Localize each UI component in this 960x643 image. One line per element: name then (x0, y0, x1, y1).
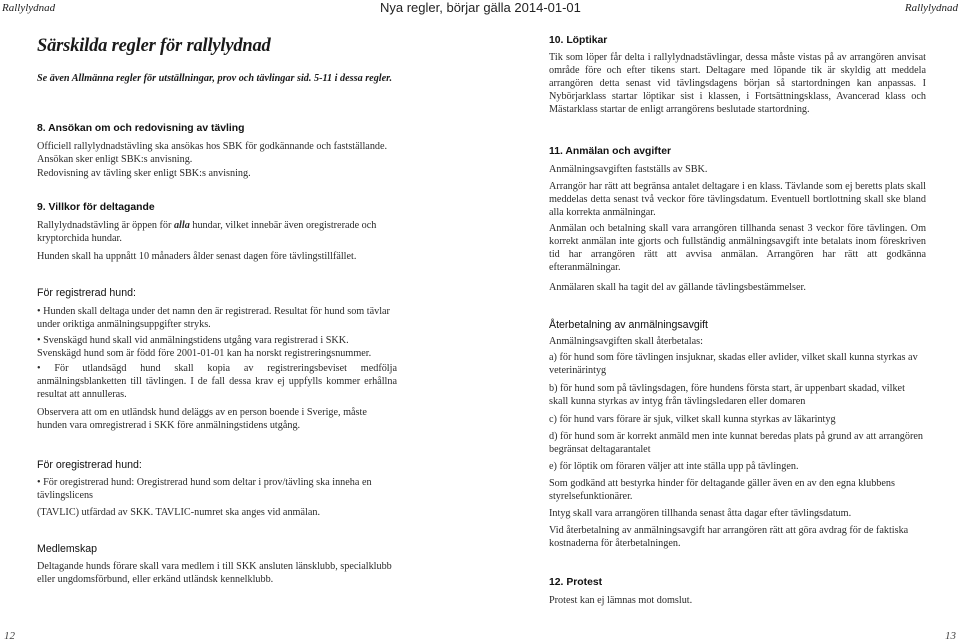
running-header-right: Rallylydnad (904, 2, 958, 14)
refund-intro: Anmälningsavgiften skall återbetalas: (549, 336, 703, 347)
membership-paragraph: Deltagande hunds förare skall vara medlem i till SKK ansluten länsklubb, specialklubb eller ungdomsförbund, eller erkänd utländsk kennelklubb. (37, 561, 392, 585)
registered-bullet-3: Svenskägd hund som är född före 2001-01-01 kan ha norskt registreringsnummer. (37, 348, 372, 359)
page-number-left: 12 (4, 630, 15, 642)
running-header-title: Nya regler, börjar gälla 2014-01-01 (380, 0, 581, 15)
section-9-heading: 9. Villkor för deltagande (37, 202, 155, 213)
refund-heading: Återbetalning av anmälningsavgift (549, 319, 709, 331)
section-12-paragraph: Protest kan ej lämnas mot domslut. (549, 595, 693, 606)
refund-paragraph-3: Intyg skall vara arrangören tillhanda senast åtta dagar efter tävlingsdatum. (549, 508, 852, 519)
section-11-paragraph-3: Anmälan och betalning skall vara arrangören tillhanda senast 3 veckor före tävlingen. Om korrekt anmälan inte gjorts och fullständig anmälningsavgift inte betalats inom föreskriven tid har arrangören rätt att avvisa anmälan. Arrangören har rätt att godkänna efteranmälningar. (549, 223, 926, 273)
unregistered-dog-heading: För oregistrerad hund: (37, 459, 142, 471)
page-number-right: 13 (945, 630, 956, 642)
section-8-paragraph-1: Officiell rallylydnadstävling ska ansökas hos SBK för godkännande och fastställande. Ansökan sker enligt SBK:s anvisning. (37, 141, 388, 165)
unregistered-bullet-1: • För oregistrerad hund: Oregistrerad hund som deltar i prov/tävling ska inneha en tävlingslicens (37, 477, 372, 501)
section-12-heading: 12. Protest (549, 577, 603, 588)
section-11-paragraph-2: Arrangör har rätt att begränsa antalet deltagare i en klass. Tävlande som ej beretts plats skall meddelas detta senast två veckor före tävlingsdatum. Eventuell bortlottning skall ske bland alla korrekta anmälningar. (549, 181, 926, 218)
refund-paragraph-4: Vid återbetalning av anmälningsavgift har arrangören rätt att göra avdrag för de faktiska kostnaderna för återbetalningen. (549, 525, 909, 549)
registered-bullet-4: • För utlandsägd hund skall kopia av registreringsbeviset medfölja anmälningsblanketten till tävlingen. I de fall dessa krav ej uppfylls kommer erhållna resultat att annulleras. (37, 363, 397, 400)
section-10-paragraph: Tik som löper får delta i rallylydnadstävlingar, dessa måste vistas på av arrangören anvisat område före och efter tikens start. Deltagare med löpande tik är skyldig att meddela arrangören detta senast vid tävlingsdagens början så startordningen kan anpassas. I Nybörjarklass startar löptikar sist i klassen, i Fortsättningsklass, Avancerad klass och Mästarklass startar de enligt arrangörens beslutade startordning. (549, 52, 926, 115)
refund-paragraph-2: Som godkänd att bestyrka hinder för deltagande gäller även en av den egna klubbens styrelsefunktionärer. (549, 478, 895, 502)
intro-note: Se även Allmänna regler för utställningar, prov och tävlingar sid. 5-11 i dessa regler. (37, 73, 393, 84)
page-title: Särskilda regler för rallylydnad (37, 36, 271, 56)
section-11-paragraph-1: Anmälningsavgiften fastställs av SBK. (549, 164, 708, 175)
section-11-heading: 11. Anmälan och avgifter (549, 146, 672, 157)
refund-item-e: e) för löptik om föraren väljer att inte ställa upp på tävlingen. (549, 461, 799, 472)
membership-heading: Medlemskap (37, 543, 98, 555)
section-8-paragraph-2: Redovisning av tävling sker enligt SBK:s anvisning. (37, 168, 251, 179)
section-10-heading: 10. Löptikar (549, 35, 608, 46)
registered-bullet-2: • Svenskägd hund skall vid anmälningstidens utgång vara registrerad i SKK. (37, 335, 349, 346)
refund-item-d: d) för hund som är korrekt anmäld men inte kunnat beredas plats på grund av att arrangören begränsat deltagarantalet (549, 431, 923, 455)
section-8-heading: 8. Ansökan om och redovisning av tävling (37, 123, 245, 134)
refund-item-c: c) för hund vars förare är sjuk, vilket skall kunna styrkas av läkarintyg (549, 414, 836, 425)
refund-item-b: b) för hund som på tävlingsdagen, före hundens första start, är uppenbart skadad, vilket skall kunna styrkas av intyg från tävlingsledaren eller domaren (549, 383, 905, 407)
refund-item-a: a) för hund som före tävlingen insjuknar, skadas eller avlider, vilket skall kunna styrkas av veterinärintyg (549, 352, 918, 376)
unregistered-bullet-2: (TAVLIC) utfärdad av SKK. TAVLIC-numret ska anges vid anmälan. (37, 507, 320, 518)
section-9-paragraph-1: Rallylydnadstävling är öppen för alla hundar, vilket innebär även oregistrerade och kryptorchida hundar. (37, 220, 377, 244)
registered-dog-heading: För registrerad hund: (37, 287, 136, 299)
section-9-paragraph-2: Hunden skall ha uppnått 10 månaders ålder senast dagen före tävlingstillfället. (37, 251, 357, 262)
section-11-paragraph-4: Anmälaren skall ha tagit del av gällande tävlingsbestämmelser. (549, 282, 806, 293)
running-header-left: Rallylydnad (2, 2, 56, 14)
registered-note: Observera att om en utländsk hund deläggs av en person boende i Sverige, måste hunden vara omregistrerad i SKK före anmälningstidens utgång. (37, 407, 367, 431)
registered-bullet-1: • Hunden skall deltaga under det namn den är registrerad. Resultat för hund som tävlar under oriktiga anmälningsuppgifter stryks. (37, 306, 390, 330)
